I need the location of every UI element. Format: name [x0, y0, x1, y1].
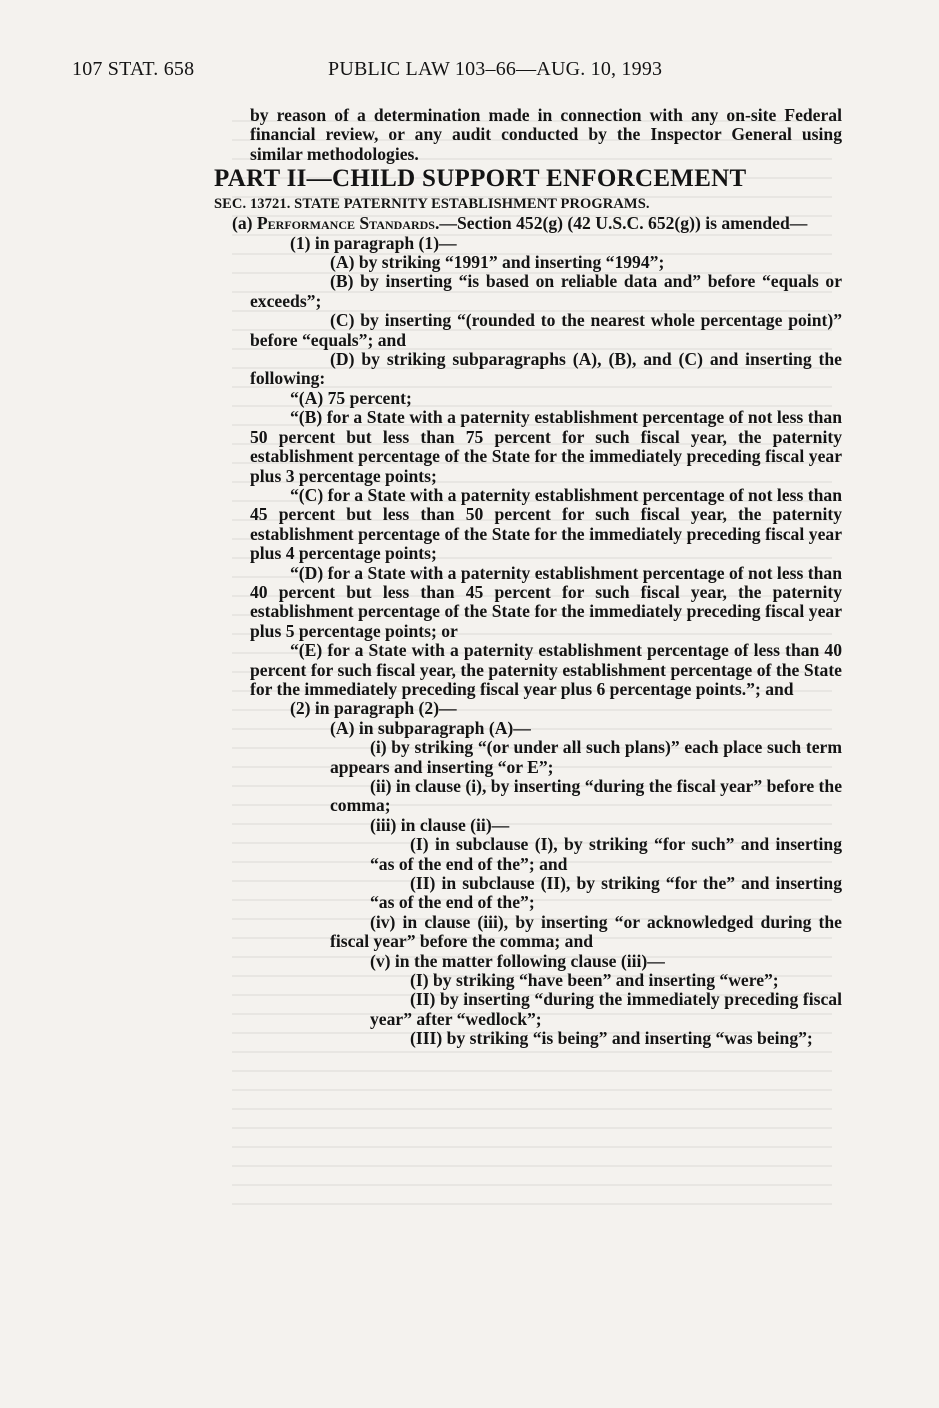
document-body	[214, 106, 842, 1049]
subsection-a-label: (a)	[232, 213, 253, 234]
quoted-b: “(B) for a State with a paternity establishment percentage of not less than 50 percent but less than 75 percent for such fiscal year, the paternity establishment percentage of the State for the immediately preceding fiscal year plus 3 percentage points;	[250, 407, 842, 486]
subsection-a	[214, 214, 842, 233]
subclause-v-III: (III) by striking “is being” and inserting “was being”;	[410, 1028, 813, 1049]
paragraph-1-b: (B) by inserting “is based on reliable data and” before “equals or exceeds”;	[250, 271, 842, 311]
subclause-iii-I: (I) in subclause (I), by striking “for such” and inserting “as of the end of the”; and	[370, 834, 842, 874]
law-citation: PUBLIC LAW 103–66—AUG. 10, 1993	[328, 58, 663, 80]
paragraph-1-d: (D) by striking subparagraphs (A), (B), and (C) and inserting the following:	[250, 349, 842, 389]
quoted-c: “(C) for a State with a paternity establishment percentage of not less than 45 percent but less than 50 percent for such fiscal year, the paternity establishment percentage of the State for the immediately preceding fiscal year plus 4 percentage points;	[250, 484, 842, 564]
clause-iv: (iv) in clause (iii), by inserting “or acknowledged during the fiscal year” before the comma; and	[330, 911, 842, 952]
part-title: PART II—CHILD SUPPORT ENFORCEMENT	[214, 165, 747, 193]
subsection-a-text: —Section 452(g) (42 U.S.C. 652(g)) is amended—	[439, 213, 808, 234]
paragraph-1: (1) in paragraph (1)—	[290, 232, 457, 253]
paragraph-1-a: (A) by striking “1991” and inserting “1994”;	[330, 252, 665, 273]
section-heading: SEC. 13721. STATE PATERNITY ESTABLISHMENT PROGRAMS.	[214, 196, 650, 213]
subclause-v-I: (I) by striking “have been” and inserting “were”;	[410, 970, 779, 991]
paragraph-1-c: (C) by inserting “(rounded to the nearest whole percentage point)” before “equals”; and	[250, 310, 842, 350]
subclause-iii-II: (II) in subclause (II), by striking “for the” and inserting “as of the end of the”;	[370, 873, 842, 913]
paragraph-2: (2) in paragraph (2)—	[290, 698, 457, 719]
quoted-e: “(E) for a State with a paternity establishment percentage of less than 40 percent for such fiscal year, the paternity establishment percentage of the State for the immediately preceding fiscal year plus 6 percentage points.”; and	[250, 640, 842, 699]
clause-iii: (iii) in clause (ii)—	[370, 814, 510, 835]
quoted-a: “(A) 75 percent;	[290, 387, 412, 408]
clause-ii: (ii) in clause (i), by inserting “during the fiscal year” before the comma;	[330, 776, 842, 816]
paragraph-2-a: (A) in subparagraph (A)—	[330, 717, 531, 738]
subclause-v-II: (II) by inserting “during the immediately preceding fiscal year” after “wedlock”;	[370, 989, 842, 1029]
quoted-d: “(D) for a State with a paternity establishment percentage of not less than 40 percent but less than 45 percent for such fiscal year, the paternity establishment percentage of the State for the immediately preceding fiscal year plus 5 percentage points; or	[250, 562, 842, 641]
stat-page-number: 107 STAT. 658	[72, 58, 195, 80]
opening-paragraph: by reason of a determination made in connection with any on-site Federal financial review, or any audit conducted by the Inspector General using similar methodologies.	[250, 105, 842, 164]
clause-i: (i) by striking “(or under all such plans)” each place such term appears and inserting “or E”;	[330, 737, 842, 777]
subsection-a-heading: Performance Standards.	[256, 213, 440, 234]
clause-v: (v) in the matter following clause (iii)—	[370, 950, 665, 971]
